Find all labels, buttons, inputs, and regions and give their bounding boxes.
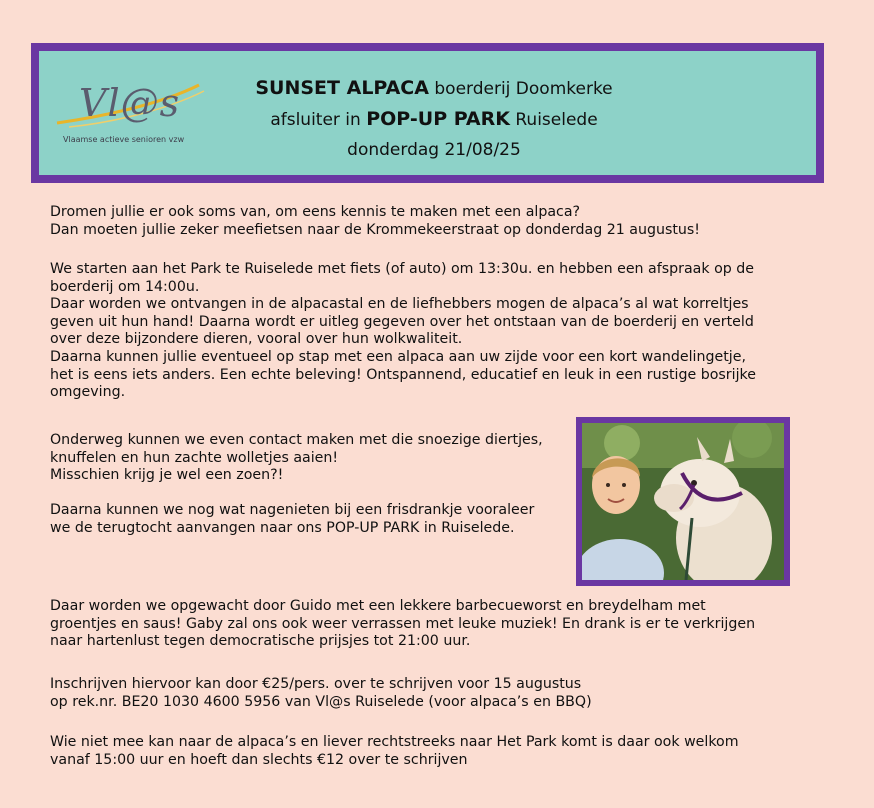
title-line-2 xyxy=(199,104,669,135)
event-title xyxy=(199,73,669,165)
park-only-paragraph: Wie niet mee kan naar de alpaca’s en liever rechtstreeks naar Het Park komt is daar ook welkom vanaf 15:00 uur en hoeft dan slechts €12 over te schrijven xyxy=(50,734,739,768)
registration-paragraph: Inschrijven hiervoor kan door €25/pers. over te schrijven voor 15 augustus op rek.nr. BE20 1030 4600 5956 van Vl@s Ruiselede (voor alpaca’s en BBQ) xyxy=(50,676,592,710)
program-paragraph: We starten aan het Park te Ruiselede met fiets (of auto) om 13:30u. en hebben een afspraak op de boerderij om 14:00u. Daar worden we ontvangen in de alpacastal en de liefhebbers mogen de alpaca’s al wat korreltjes geven uit hun hand! Daarna wordt er uitleg gegeven over het ontstaan van de boerderij en verteld over deze bijzondere dieren, vooral over hun wolkwaliteit. Daarna kunnen jullie eventueel op stap met een alpaca aan uw zijde voor een kort wandelingetje, het is eens iets anders. Een echte beleving! Ontspannend, educatief en leuk in een rustige bosrijke omgeving. xyxy=(50,261,756,401)
vlas-logo xyxy=(49,77,209,157)
logo-subtitle: Vlaamse actieve senioren vzw xyxy=(63,135,185,144)
title-farm-location: boerderij Doomkerke xyxy=(428,79,613,99)
title-farm-name: SUNSET ALPACA xyxy=(255,77,429,99)
return-paragraph: Daarna kunnen we nog wat nagenieten bij een frisdrankje vooraleer we de terugtocht aanvangen naar ons POP-UP PARK in Ruiselede. xyxy=(50,502,535,536)
logo-wordmark: Vl@s xyxy=(79,81,181,125)
title-date: donderdag 21/08/25 xyxy=(347,140,521,160)
contact-paragraph: Onderweg kunnen we even contact maken met die snoezige diertjes, knuffelen en hun zachte wolletjes aaien! Misschien krijg je wel een zoen?! xyxy=(50,432,543,484)
child-with-alpaca-photo xyxy=(576,417,790,586)
header-banner xyxy=(31,43,824,183)
photo-illustration xyxy=(582,423,784,580)
bbq-paragraph: Daar worden we opgewacht door Guido met een lekkere barbecueworst en breydelham met groentjes en saus! Gaby zal ons ook weer verrassen met leuke muziek! En drank is er te verkrijgen naar hartenlust tegen democratische prijsjes tot 21:00 uur. xyxy=(50,598,756,650)
title-park-location: Ruiselede xyxy=(509,110,598,130)
title-closing-pre: afsluiter in xyxy=(270,110,367,130)
title-line-1 xyxy=(199,73,669,104)
intro-paragraph: Dromen jullie er ook soms van, om eens kennis te maken met een alpaca? Dan moeten jullie zeker meefietsen naar de Krommekeerstraat op donderdag 21 augustus! xyxy=(50,204,700,238)
title-popup-park: POP-UP PARK xyxy=(366,108,510,130)
